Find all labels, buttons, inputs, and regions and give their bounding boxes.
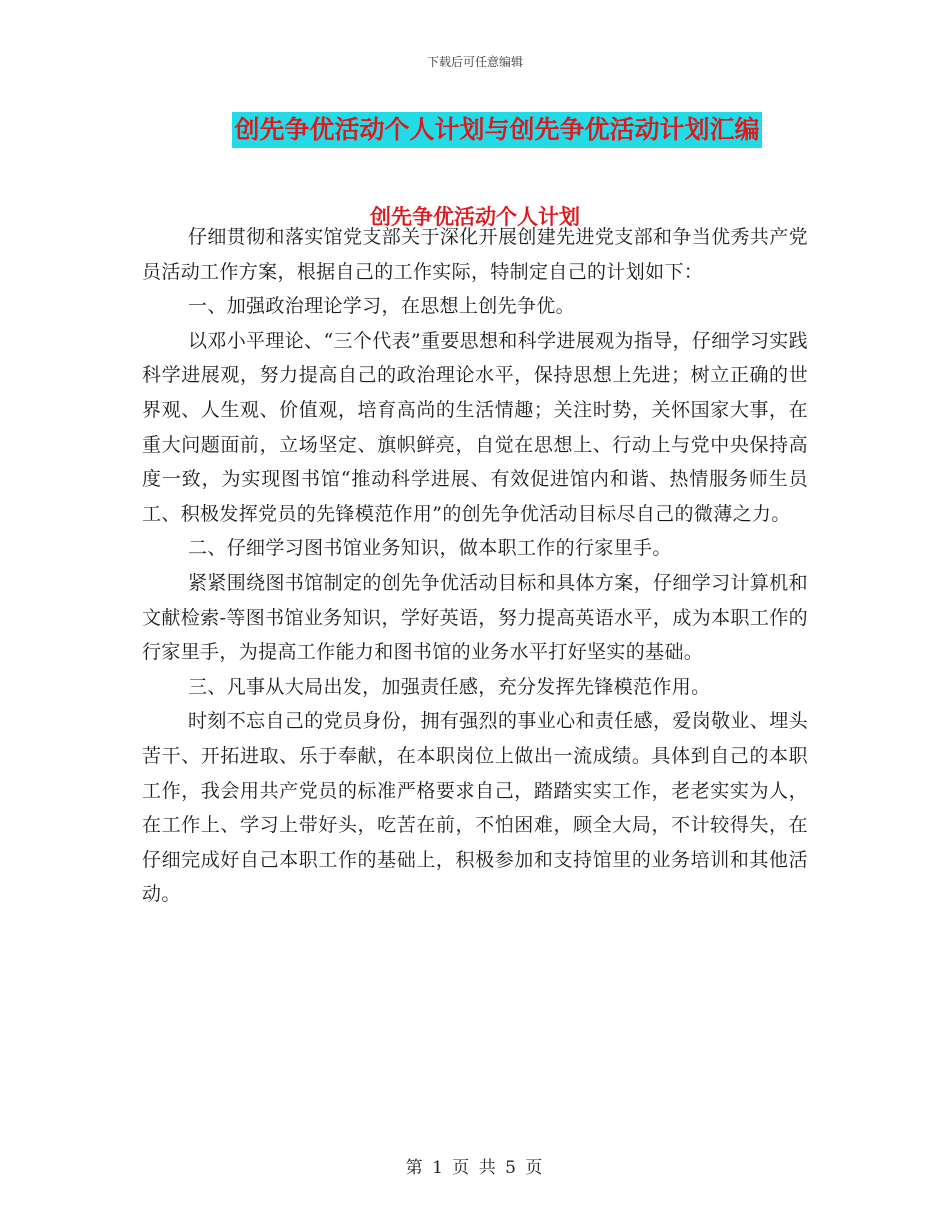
header-note: 下载后可任意编辑	[426, 55, 523, 69]
document-title-container	[0, 112, 950, 148]
section-title: 创先争优活动个人计划	[370, 204, 580, 229]
paragraph-body-1: 以邓小平理论、“三个代表”重要思想和科学进展观为指导，仔细学习实践科学进展观，努力提高自己的政治理论水平，保持思想上先进；树立正确的世界观、人生观、价值观，培育高尚的生活情趣；关注时势，关怀国家大事，在重大问题面前，立场坚定、旗帜鲜亮，自觉在思想上、行动上与党中央保持高度一致，为实现图书馆“推动科学进展、有效促进馆内和谐、热情服务师生员工、积极发挥党员的先锋模范作用”的创先争优活动目标尽自己的微薄之力。	[142, 329, 808, 525]
paragraph-body-3: 时刻不忘自己的党员身份，拥有强烈的事业心和责任感，爱岗敬业、埋头苦干、开拓进取、乐于奉献，在本职岗位上做出一流成绩。具体到自己的本职工作，我会用共产党员的标准严格要求自己，踏踏实实工作，老老实实为人，在工作上、学习上带好头，吃苦在前，不怕困难，顾全大局，不计较得失，在仔细完成好自己本职工作的基础上，积极参加和支持馆里的业务培训和其他活动。	[142, 710, 808, 906]
paragraph-heading-3: 三、凡事从大局出发，加强责任感，充分发挥先锋模范作用。	[188, 675, 711, 698]
page-footer: 第 1 页 共 5 页	[405, 1158, 545, 1178]
paragraph-body-2: 紧紧围绕图书馆制定的创先争优活动目标和具体方案，仔细学习计算机和文献检索-等图书馆业务知识，学好英语，努力提高英语水平，成为本职工作的行家里手，为提高工作能力和图书馆的业务水平打好坚实的基础。	[142, 571, 808, 664]
paragraph-intro: 仔细贯彻和落实馆党支部关于深化开展创建先进党支部和争当优秀共产党员活动工作方案，根据自己的工作实际，特制定自己的计划如下：	[142, 226, 808, 283]
document-body	[142, 220, 808, 912]
document-title: 创先争优活动个人计划与创先争优活动计划汇编	[232, 112, 761, 148]
paragraph-heading-2: 二、仔细学习图书馆业务知识，做本职工作的行家里手。	[188, 537, 672, 560]
paragraph-heading-1: 一、加强政治理论学习，在思想上创先争优。	[188, 295, 576, 318]
